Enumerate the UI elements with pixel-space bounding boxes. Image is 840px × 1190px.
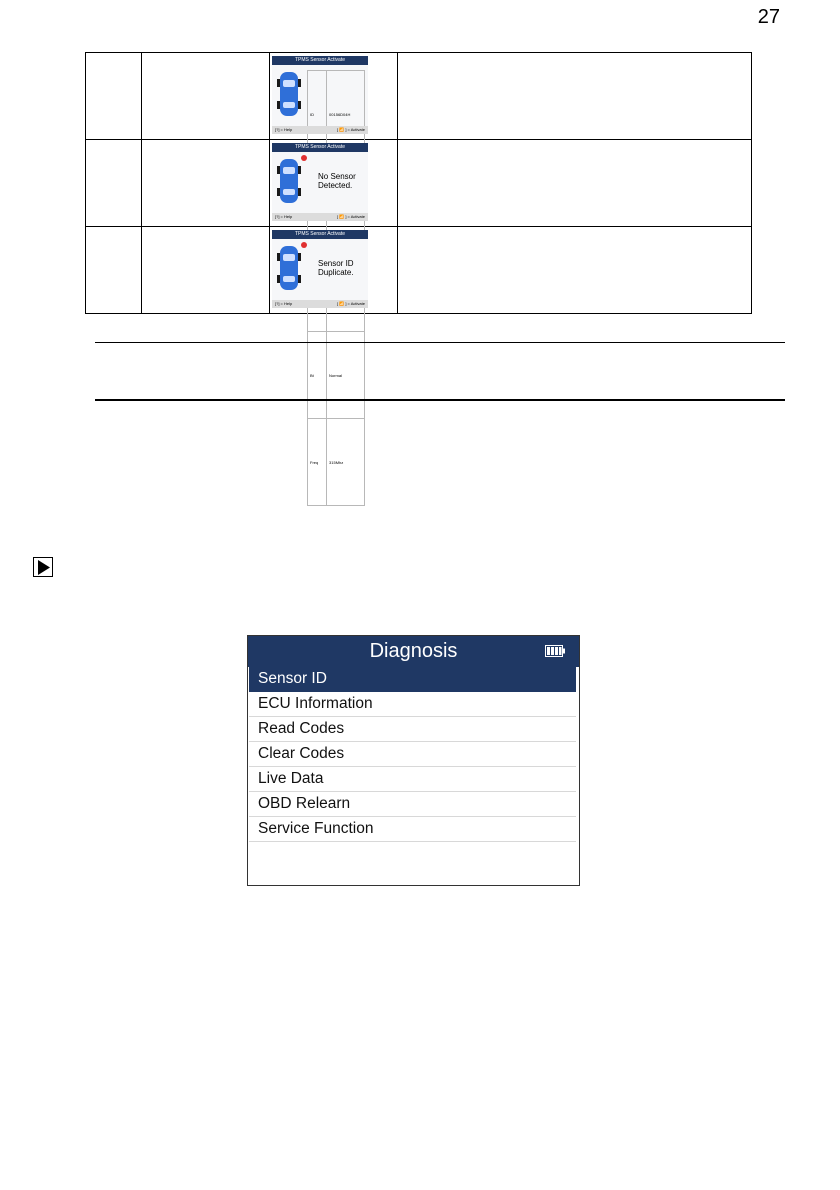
diagnosis-screen bbox=[247, 635, 580, 886]
menu-item-clear-codes[interactable]: Clear Codes bbox=[249, 742, 576, 767]
sensor-data-grid: ID 00156D04H Bt Normal Freq 315Mhz bbox=[307, 70, 365, 506]
screen-title: TPMS Sensor Activate bbox=[272, 143, 368, 152]
screen-title: TPMS Sensor Activate bbox=[272, 230, 368, 239]
screen-title: TPMS Sensor Activate bbox=[272, 56, 368, 65]
note-divider-top bbox=[95, 342, 785, 343]
screen-message: Sensor ID Duplicate. bbox=[318, 259, 354, 277]
procedure-arrow-icon bbox=[33, 557, 53, 577]
row-number-cell bbox=[86, 53, 142, 140]
menu-item-read-codes[interactable]: Read Codes bbox=[249, 717, 576, 742]
table-row bbox=[86, 53, 752, 140]
screen-message: No Sensor Detected. bbox=[318, 172, 356, 190]
page-number: 27 bbox=[757, 6, 780, 28]
screen-footer: [?] = Help [ 📶 ] = Activate bbox=[272, 213, 368, 221]
diagnosis-title: Diagnosis bbox=[369, 640, 458, 662]
screen-footer: [?] = Help [ 📶 ] = Activate bbox=[272, 126, 368, 134]
battery-full-icon bbox=[545, 645, 565, 657]
car-icon bbox=[277, 244, 301, 292]
note-divider-bottom bbox=[95, 399, 785, 401]
error-icon bbox=[301, 155, 307, 161]
description-cell bbox=[398, 227, 752, 314]
status-cell bbox=[142, 140, 270, 227]
status-screens-table bbox=[85, 52, 752, 465]
menu-item-ecu-information[interactable]: ECU Information bbox=[249, 692, 576, 717]
menu-item-sensor-id[interactable]: Sensor ID bbox=[249, 667, 576, 692]
car-icon bbox=[277, 70, 301, 118]
screen-cell bbox=[270, 227, 398, 314]
row-number-cell bbox=[86, 140, 142, 227]
diagnosis-header bbox=[248, 636, 579, 667]
no-sensor-screen bbox=[272, 143, 368, 221]
screen-footer: [?] = Help [ 📶 ] = Activate bbox=[272, 300, 368, 308]
status-cell bbox=[142, 227, 270, 314]
menu-item-obd-relearn[interactable]: OBD Relearn bbox=[249, 792, 576, 817]
table-row bbox=[86, 227, 752, 314]
error-icon bbox=[301, 242, 307, 248]
screen-cell bbox=[270, 140, 398, 227]
description-cell bbox=[398, 140, 752, 227]
row-number-cell bbox=[86, 227, 142, 314]
menu-item-live-data[interactable]: Live Data bbox=[249, 767, 576, 792]
table-row bbox=[86, 140, 752, 227]
car-icon bbox=[277, 157, 301, 205]
menu-item-service-function[interactable]: Service Function bbox=[249, 817, 576, 842]
duplicate-id-screen bbox=[272, 230, 368, 308]
status-cell bbox=[142, 53, 270, 140]
description-cell bbox=[398, 53, 752, 140]
